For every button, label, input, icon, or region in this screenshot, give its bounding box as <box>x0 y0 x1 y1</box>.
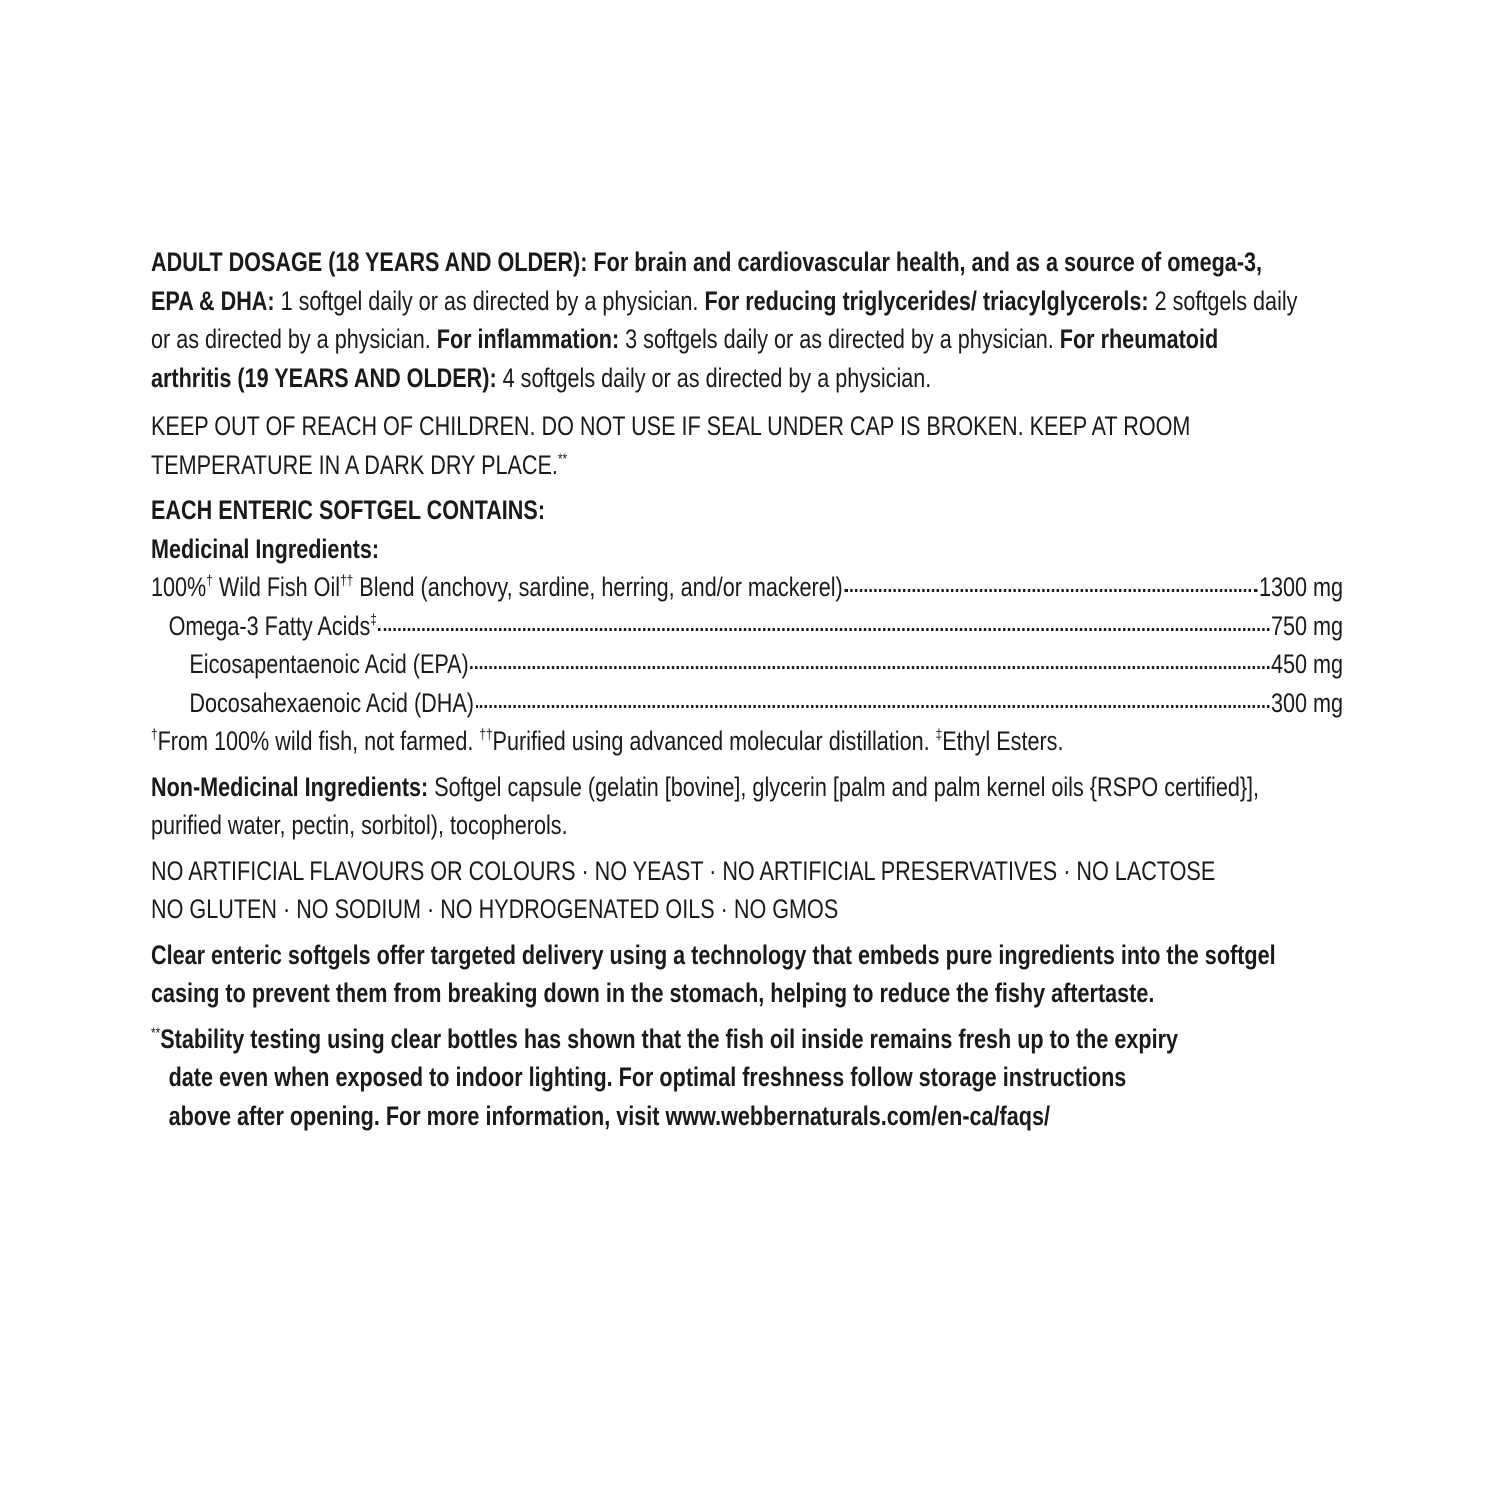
contains-heading <box>151 491 1351 530</box>
ingredient-footnotes <box>151 722 1351 761</box>
footnote-mark: ‡ <box>370 612 377 629</box>
fish-oil-percent: 100% <box>151 572 207 602</box>
dosage-text-1: 1 softgel daily or as directed by a physician. <box>274 285 705 316</box>
enteric-text: Clear enteric softgels offer targeted delivery using a technology that embeds pure ingredients into the softgel casing to prevent them from breaking down in the stomach, helping to reduce the fishy aftertaste. <box>151 939 1276 1008</box>
medicinal-heading <box>151 530 1351 569</box>
non-medicinal-text: Softgel capsule (gelatin [bovine], glycerin [palm and palm kernel oils {RSPO certified}], purified water, pectin, sorbitol), tocopherols. <box>151 771 1260 840</box>
enteric-paragraph <box>151 936 1303 1013</box>
ingredient-amount: 1300 mg <box>1258 572 1343 602</box>
dosage-text-3: 3 softgels daily or as directed by a physician. <box>619 324 1060 354</box>
dot-leader <box>379 606 1270 631</box>
footnote-mark: † <box>151 727 158 744</box>
footnote-purified: Purified using advanced molecular distillation. <box>492 726 936 756</box>
stability-paragraph <box>151 1020 1193 1136</box>
footnote-mark: †† <box>340 573 354 590</box>
product-label <box>151 243 1351 1135</box>
contains-heading-text: EACH ENTERIC SOFTGEL CONTAINS: <box>151 495 546 525</box>
claims-line-1: NO ARTIFICIAL FLAVOURS OR COLOURS · NO YEAST · NO ARTIFICIAL PRESERVATIVES · NO LACTOSE <box>151 855 1216 886</box>
warning-footnote-mark: ** <box>557 451 568 468</box>
fish-oil-blend: Blend (anchovy, sardine, herring, and/or mackerel) <box>353 572 843 602</box>
ingredient-amount: 300 mg <box>1270 687 1343 718</box>
dot-leader <box>844 567 1257 592</box>
non-medicinal-heading: Non-Medicinal Ingredients: <box>151 771 429 802</box>
footnote-ethyl-esters: Ethyl Esters. <box>942 726 1064 756</box>
stability-footnote-mark: ** <box>151 1025 161 1042</box>
ingredient-name: Eicosapentaenoic Acid (EPA) <box>189 649 469 679</box>
stability-text: Stability testing using clear bottles has shown that the fish oil inside remains fresh up to the expiry date even when exposed to indoor lighting. For optimal freshness follow storage instructions above after opening. For more information, visit www.webbernaturals.com/en-ca/faqs/ <box>160 1023 1179 1131</box>
dot-leader <box>476 683 1270 708</box>
dosage-heading-triglycerides: For reducing triglycerides/ triacylglycerols: <box>704 285 1149 316</box>
footnote-mark: †† <box>479 727 493 744</box>
warning-text: KEEP OUT OF REACH OF CHILDREN. DO NOT USE IF SEAL UNDER CAP IS BROKEN. KEEP AT ROOM TEMPERATURE IN A DARK DRY PLACE. <box>151 411 1191 480</box>
footnote-wild-fish: From 100% wild fish, not farmed. <box>157 726 480 756</box>
dosage-heading-arthritis: For rheumatoid arthritis (19 YEARS AND OLDER): <box>151 324 1219 393</box>
ingredient-name <box>169 607 377 646</box>
dot-leader <box>470 644 1269 669</box>
ingredient-row-dha <box>151 684 1343 723</box>
dosage-text-2: 2 softgels daily or as directed by a physician. <box>151 285 1298 354</box>
label-text-block <box>151 243 1351 1135</box>
ingredient-amount: 750 mg <box>1270 610 1343 641</box>
footnote-mark: † <box>206 573 213 590</box>
ingredient-row-fish-oil <box>151 568 1343 607</box>
footnote-mark: ‡ <box>935 727 943 744</box>
dosage-heading-adult: ADULT DOSAGE (18 YEARS AND OLDER): For brain and cardiovascular health, and as a source of omega-3, EPA & DHA: <box>151 247 1263 316</box>
warning-paragraph <box>151 407 1303 484</box>
claims-line-2: NO GLUTEN · NO SODIUM · NO HYDROGENATED OILS · NO GMOS <box>151 894 839 924</box>
medicinal-heading-text: Medicinal Ingredients: <box>151 533 380 564</box>
ingredient-name <box>151 568 843 607</box>
ingredient-amount: 450 mg <box>1270 649 1343 679</box>
omega3-label: Omega-3 Fatty Acids <box>168 610 371 641</box>
dosage-paragraph <box>151 243 1303 397</box>
dosage-heading-inflammation: For inflammation: <box>436 324 620 354</box>
ingredient-name: Docosahexaenoic Acid (DHA) <box>189 687 474 718</box>
dosage-text-4: 4 softgels daily or as directed by a physician. <box>496 362 932 393</box>
ingredient-row-omega3 <box>151 607 1343 646</box>
non-medicinal-paragraph <box>151 768 1303 845</box>
fish-oil-label: Wild Fish Oil <box>212 572 341 602</box>
ingredient-row-epa <box>151 645 1343 684</box>
